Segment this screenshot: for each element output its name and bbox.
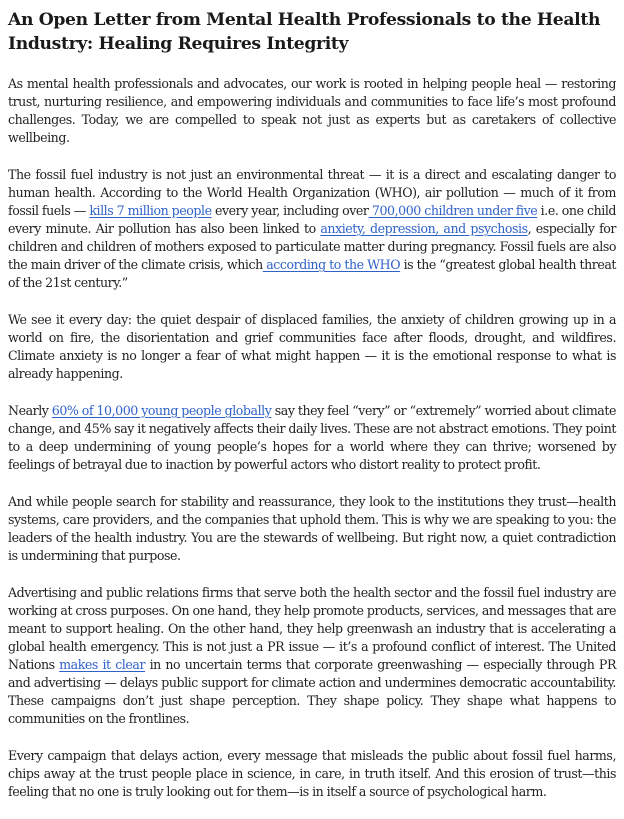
paragraph-we-see-it: [8, 311, 616, 383]
text-segment: i.e. one child every minute. Air pollution has also been linked to: [8, 203, 617, 236]
link-according-to-who[interactable]: according to the WHO: [262, 257, 401, 272]
paragraph-fossil-fuel-health: [8, 166, 616, 292]
paragraph-intro: [8, 75, 616, 147]
text-segment: And while people search for stability and reassurance, they look to the institutions they trust—health systems, care providers, and the companies that uphold them. This is why we are speaking to you: the leaders of the health industry. You are the stewards of wellbeing. But right now, a quiet contradiction is undermining that purpose.: [8, 494, 616, 563]
text-segment: in no uncertain terms that corporate greenwashing — especially through PR and advertising — delays public support for climate action and undermines democratic accountability. These campaigns don’t just shape perception. They shape policy. They shape what happens to communities on the frontlines.: [8, 657, 616, 726]
text-segment: say they feel “very” or “extremely” worried about climate change, and 45% say it negatively affects their daily lives. These are not abstract emotions. They point to a deep undermining of young people’s hopes for a world where they can thrive; worsened by feelings of betrayal due to inaction by powerful actors who distort reality to protect profit.: [8, 403, 616, 472]
paragraph-young-people: [8, 402, 616, 474]
link-60-percent-young-people[interactable]: 60% of 10,000 young people globally: [51, 403, 272, 418]
link-makes-it-clear[interactable]: makes it clear: [59, 657, 146, 672]
article-title: An Open Letter from Mental Health Professionals to the Health Industry: Healing Requires Integrity: [8, 10, 601, 54]
link-700000-children[interactable]: 700,000 children under five: [368, 203, 538, 218]
text-segment: , especially for children and children of mothers exposed to particulate matter during pregnancy. Fossil fuels are also the main driver of the climate crisis, which: [8, 221, 616, 272]
text-segment: is the “greatest global health threat of the 21st century.”: [8, 257, 616, 290]
text-segment: The fossil fuel industry is not just an environmental threat — it is a direct and escalating danger to human health. According to the World Health Organization (WHO), air pollution — much of it from fossil fuels —: [8, 167, 616, 218]
paragraph-erosion-of-trust: [8, 747, 616, 801]
text-segment: We see it every day: the quiet despair of displaced families, the anxiety of children growing up in a world on fire, the disorientation and grief communities face after floods, drought, and wildfires. Climate anxiety is no longer a fear of what might happen — it is the emotional response to what is already happening.: [8, 312, 616, 381]
text-segment: As mental health professionals and advocates, our work is rooted in helping people heal — restoring trust, nurturing resilience, and empowering individuals and communities to face life’s most profound challenges. Today, we are compelled to speak not just as experts but as caretakers of collective wellbeing.: [8, 76, 616, 145]
text-segment: Advertising and public relations firms that serve both the health sector and the fossil fuel industry are working at cross purposes. On one hand, they help promote products, services, and messages that are meant to support healing. On the other hand, they help greenwash an industry that is accelerating a global health emergency. This is not just a PR issue — it’s a profound conflict of interest. The United Nations: [8, 585, 616, 672]
text-segment: Nearly: [8, 403, 52, 418]
paragraph-institutions: [8, 493, 616, 565]
text-segment: Every campaign that delays action, every message that misleads the public about fossil fuel harms, chips away at the trust people place in science, in care, in truth itself. And this erosion of trust—this feeling that no one is truly looking out for them—is in itself a source of psychological harm.: [8, 748, 616, 799]
link-anxiety-depression-psychosis[interactable]: anxiety, depression, and psychosis: [320, 221, 528, 236]
text-segment: every year, including over: [211, 203, 369, 218]
paragraph-advertising-pr: [8, 584, 616, 728]
link-kills-7-million[interactable]: kills 7 million people: [89, 203, 212, 218]
